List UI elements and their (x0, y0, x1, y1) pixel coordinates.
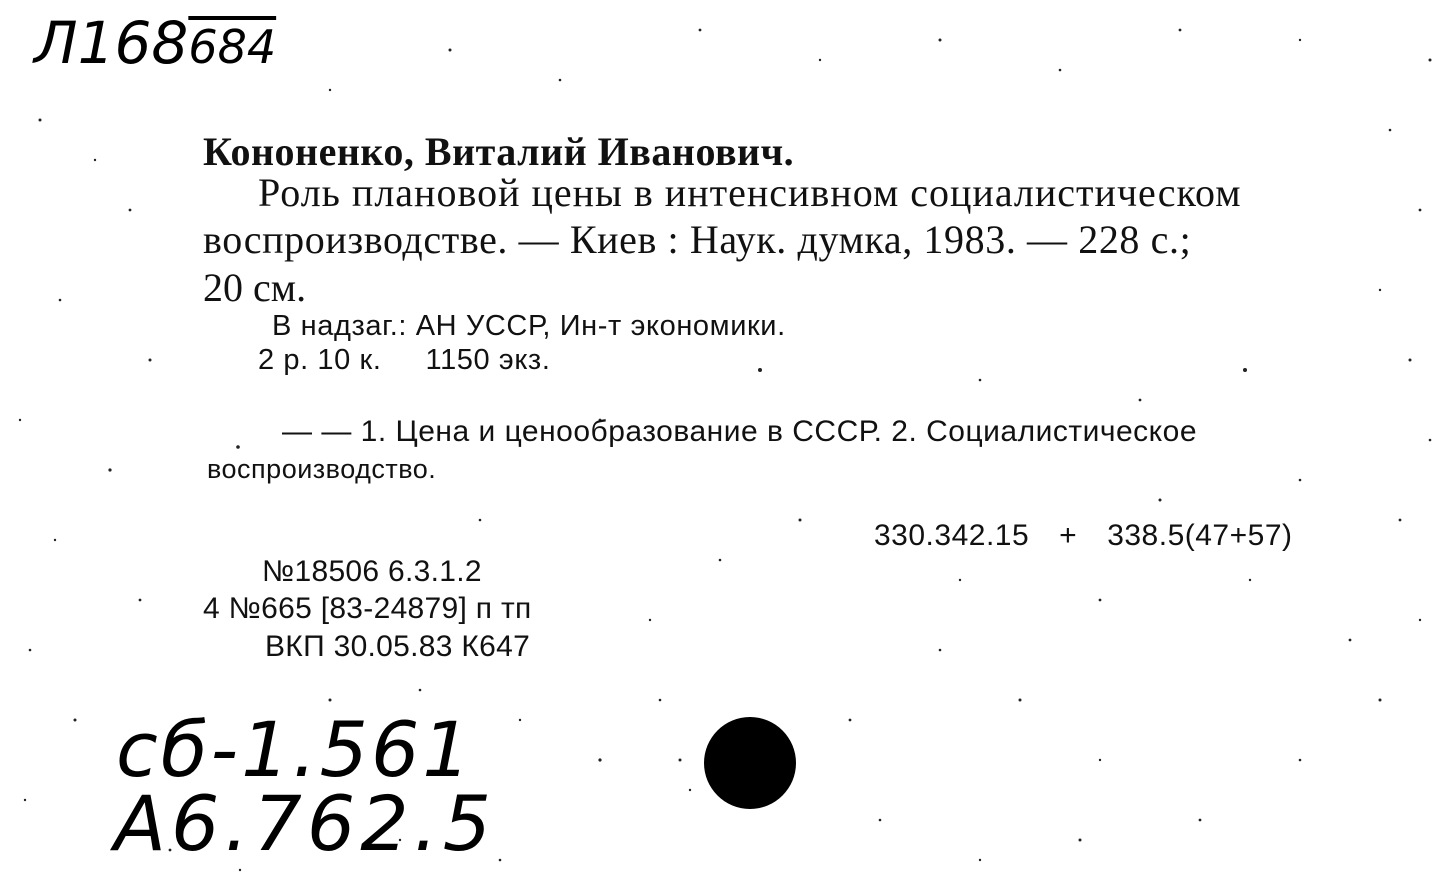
handwritten-catalog-number-suffix: 684 (188, 20, 277, 74)
title-line-2: воспроизводстве. — Киев : Наук. думка, 1983. — 228 с.; (203, 217, 1192, 262)
order-info-line-3: ВКП 30.05.83 К647 (265, 630, 531, 663)
order-info-line-2: 4 №665 [83-24879] п тп (203, 592, 532, 625)
classification-operator: + (1059, 519, 1078, 552)
handwritten-code-2: А6.762.5 (114, 779, 497, 868)
handwritten-code-1: сб-1.561 (116, 705, 474, 794)
subject-headings-line-2: воспроизводство. (207, 454, 437, 484)
title-line-3: 20 см. (203, 265, 307, 310)
print-run: 1150 экз. (425, 344, 551, 376)
classification-code-2: 338.5(47+57) (1107, 519, 1293, 552)
subject-headings-line-1: — — 1. Цена и ценообразование в СССР. 2. Социалистическое (282, 415, 1198, 448)
order-info-line-1: №18506 6.3.1.2 (262, 555, 482, 588)
title-line-1: Роль плановой цены в интенсивном социалистическом (258, 170, 1242, 215)
handwritten-catalog-number: Л168684 (34, 9, 277, 77)
punch-hole (704, 717, 796, 809)
price-and-print-run (258, 346, 550, 375)
price: 2 р. 10 к. (258, 344, 382, 376)
classification-codes (874, 521, 1293, 551)
classification-code-1: 330.342.15 (874, 519, 1030, 552)
author-heading: Кононенко, Виталий Иванович. (203, 129, 795, 174)
series-note: В надзаг.: АН УССР, Ин-т экономики. (272, 310, 786, 342)
